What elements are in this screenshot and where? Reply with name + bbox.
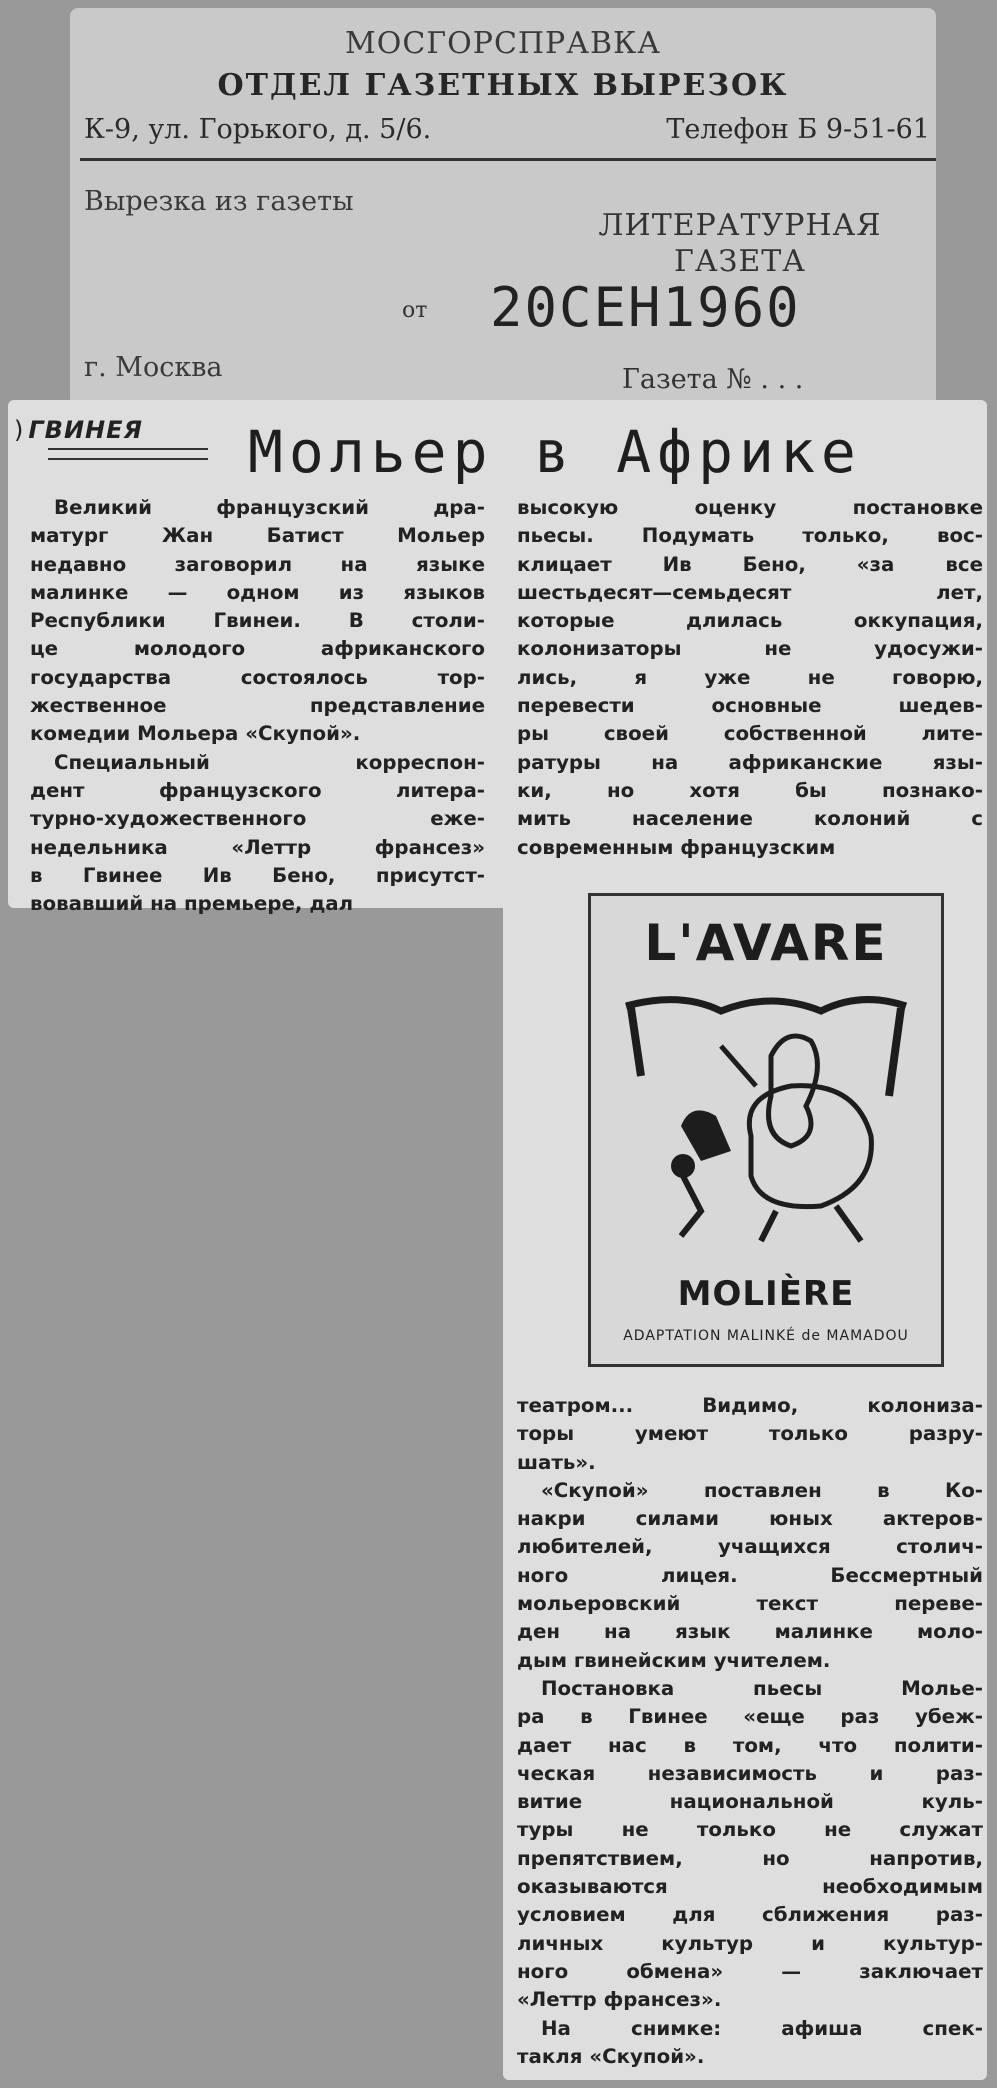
article-line: перевести основные шедев- (517, 694, 983, 718)
article-line: личных культур и культур- (517, 1931, 983, 1955)
poster-adaptation: ADAPTATION MALINKÉ de MAMADOU (623, 1328, 909, 1344)
article-line: мольеровский текст переве- (517, 1592, 983, 1616)
article-line: дент французского литера- (30, 778, 485, 802)
department-name: ОТДЕЛ ГАЗЕТНЫХ ВЫРЕЗОК (217, 68, 789, 103)
article-line: препятствием, но напротив, (517, 1846, 983, 1870)
article-line: государства состоялось тор- (30, 665, 485, 689)
article-line: туры не только не служат (517, 1818, 983, 1842)
article-line: комедии Мольера «Скупой». (30, 722, 361, 746)
article-column-2 (517, 494, 983, 862)
article-column-3 (517, 1392, 983, 2071)
article-line: турно-художественного еже- (30, 807, 485, 831)
article-line: такля «Скупой». (517, 2044, 705, 2068)
article-line: лись, я уже не говорю, (517, 665, 983, 689)
article-line: пьесы. Подумать только, вос- (517, 524, 983, 548)
section-label-text: ГВИНЕЯ (28, 416, 144, 444)
article-line: условием для сближения раз- (517, 1903, 983, 1927)
article-line: ден на язык малинке моло- (517, 1620, 983, 1644)
article-line: современным французским (517, 835, 836, 859)
article-line: шать». (517, 1450, 596, 1474)
article-line: ки, но хотя бы познако- (517, 778, 983, 802)
section-underline-2 (48, 458, 208, 460)
agency-address: К-9, ул. Горького, д. 5/6. (84, 114, 432, 145)
article-line: театром... Видимо, колониза- (517, 1394, 983, 1417)
article-line: Специальный корреспон- (54, 750, 485, 774)
article-line: Великий французский дра- (54, 496, 485, 519)
article-line: «Леттр франсез». (517, 1988, 722, 2012)
article-line: накри силами юных актеров- (517, 1507, 983, 1531)
article-line: ры своей собственной лите- (517, 722, 983, 746)
newspaper-name-line1: ЛИТЕРАТУРНАЯ (598, 208, 882, 243)
article-line: ратуры на африканские язы- (517, 750, 983, 774)
date-stamp: 20СЕН1960 (490, 276, 801, 339)
article-line: матург Жан Батист Мольер (30, 524, 485, 548)
poster-title: L'AVARE (644, 914, 888, 972)
issue-number-label: Газета № . . . (622, 364, 804, 395)
poster-author: MOLIÈRE (677, 1274, 855, 1314)
article-line: недавно заговорил на языке (30, 552, 485, 576)
article-line: в Гвинее Ив Бено, присутст- (30, 863, 485, 887)
article-line: которые длилась оккупация, (517, 609, 983, 633)
article-line: Постановка пьесы Молье- (541, 1676, 983, 1700)
article-line: «Скупой» поставлен в Ко- (541, 1478, 983, 1502)
section-label (14, 416, 143, 444)
agency-name: МОСГОРСПРАВКА (345, 26, 661, 61)
article-line: ного лицея. Бессмертный (517, 1563, 983, 1587)
article-line: оказываются необходимым (517, 1875, 983, 1899)
article-line: любителей, учащихся столич- (517, 1535, 983, 1559)
article-line: ного обмена» — заключает (517, 1959, 983, 1983)
newspaper-name (560, 208, 920, 280)
article-line: дает нас в том, что полити- (517, 1733, 983, 1757)
article-line: мить население колоний с (517, 807, 983, 831)
agency-phone: Телефон Б 9-51-61 (666, 114, 930, 145)
date-label: от (402, 298, 428, 323)
clipping-header-slip (70, 8, 936, 406)
article-line: вовавший на премьере, дал (30, 892, 354, 916)
header-divider (80, 158, 936, 161)
article-headline: Мольер в Африке (248, 418, 862, 486)
article-line: недельника «Леттр франсез» (30, 835, 485, 859)
article-column-1 (30, 494, 485, 918)
article-line: це молодого африканского (30, 637, 485, 661)
newspaper-name-line2: ГАЗЕТА (674, 244, 806, 279)
article-line: колонизаторы не удосужи- (517, 637, 983, 661)
article-line: ческая независимость и раз- (517, 1761, 983, 1785)
article-line: клицает Ив Бено, «за все (517, 552, 983, 576)
clipping-from-label: Вырезка из газеты (84, 186, 354, 217)
article-line: торы умеют только разру- (517, 1422, 983, 1446)
poster-image (588, 893, 944, 1367)
article-line: ра в Гвинее «еще раз убеж- (517, 1705, 983, 1729)
article-line: Республики Гвинеи. В столи- (30, 609, 485, 633)
article-line: шестьдесят—семьдесят лет, (517, 580, 983, 604)
article-line: На снимке: афиша спек- (541, 2016, 983, 2040)
article-line: высокую оценку постановке (517, 496, 983, 519)
article-line: дым гвинейским учителем. (517, 1648, 831, 1672)
section-bracket-icon: ) (14, 416, 25, 444)
article-line: жественное представление (30, 694, 485, 718)
article-line: витие национальной куль- (517, 1790, 983, 1814)
city-label: г. Москва (84, 352, 223, 383)
article-line: малинке — одном из языков (30, 580, 485, 604)
poster-illustration (621, 986, 911, 1266)
section-underline (48, 448, 208, 450)
